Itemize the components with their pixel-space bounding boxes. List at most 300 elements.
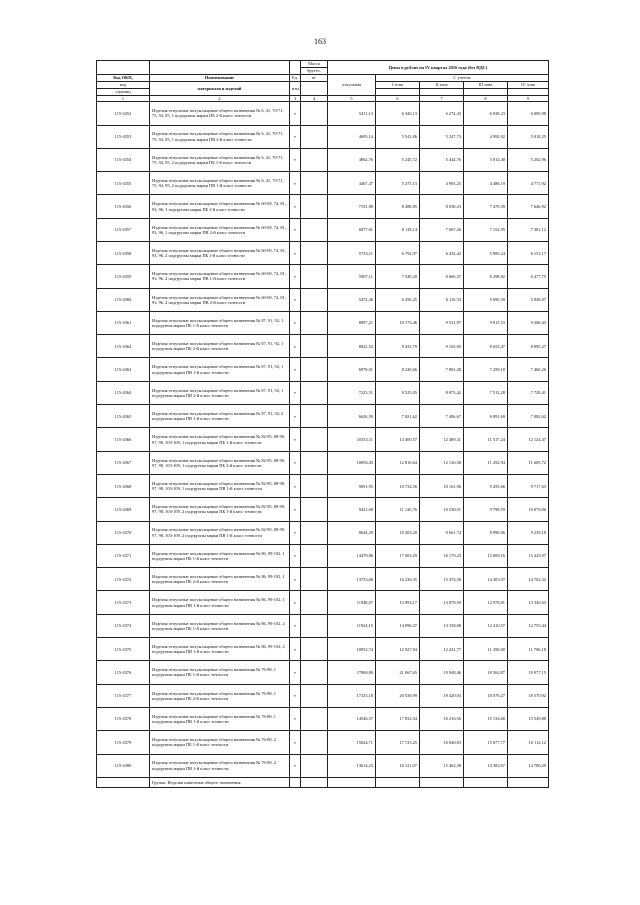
- row-mass: [301, 474, 328, 497]
- row-code: 115-4359: [97, 265, 150, 288]
- row-unit: т: [290, 498, 301, 521]
- row-zone-1: 21 067,65: [376, 661, 420, 684]
- row-mass: [301, 335, 328, 358]
- row-zone-2: 10 530,51: [420, 498, 464, 521]
- row-mass: [301, 358, 328, 381]
- row-price: 17335,18: [328, 684, 376, 707]
- row-zone-1: 16 121,07: [376, 754, 420, 777]
- row-zone-4: 7 720,41: [508, 381, 549, 404]
- column-number: 6: [376, 96, 420, 102]
- row-zone-1: 13 893,17: [376, 591, 420, 614]
- row-zone-2: 9 661,74: [420, 521, 464, 544]
- row-mass: [301, 498, 328, 521]
- row-name: Изделия отпускные полукольцевые общего назначения № 82-85, 88-90, 97, 98, 103-109, 2 подгруппы марки ПВ 1-й класс точности: [150, 521, 290, 544]
- header-price-title: Цены в рублях на IV квартал 2016 года (без НДС): [328, 61, 549, 75]
- header-code-sub: страниц: [97, 89, 150, 96]
- row-name: Изделия отпускные полукольцевые общего назначения № 6, 41, 70-71, 75, 94, 95, 1 подгруппы марки ПБ 2-й класс точности: [150, 102, 290, 125]
- row-zone-3: 15 134,68: [464, 707, 508, 730]
- row-zone-3: 4 486,19: [464, 172, 508, 195]
- row-zone-2: 9 163,05: [420, 335, 464, 358]
- row-unit: т: [290, 148, 301, 171]
- header-wholesale: отпускная: [328, 75, 376, 96]
- group-label: Группа: Изделия шамотные общего назначения: [150, 777, 290, 788]
- row-zone-2: 16 216,56: [420, 707, 464, 730]
- row-mass: [301, 265, 328, 288]
- row-zone-1: 7 821,62: [376, 405, 420, 428]
- row-price: 4695,14: [328, 125, 376, 148]
- table-row: [97, 218, 549, 241]
- row-zone-2: 5 444,76: [420, 148, 464, 171]
- row-zone-4: 7 460,26: [508, 358, 549, 381]
- table-row: [97, 311, 549, 334]
- row-zone-4: 11 706,18: [508, 638, 549, 661]
- row-mass: [301, 241, 328, 264]
- row-zone-1: 8 220,66: [376, 358, 420, 381]
- header-mass-top: Масса: [301, 61, 328, 68]
- row-zone-3: 8 653,47: [464, 335, 508, 358]
- row-mass: [301, 684, 328, 707]
- column-number: 1: [97, 96, 150, 102]
- row-unit: т: [290, 288, 301, 311]
- table-row: [97, 661, 549, 684]
- table-row: [97, 335, 549, 358]
- row-unit: т: [290, 381, 301, 404]
- row-code: 115-4356: [97, 195, 150, 218]
- row-name: Изделия отпускные полукольцевые общего назначения № 6, 41, 70-71, 75, 94, 95, 2 подгруппы марки ПБ 1-й класс точности: [150, 148, 290, 171]
- table-row: [97, 265, 549, 288]
- table-row: [97, 288, 549, 311]
- row-code: 115-4370: [97, 521, 150, 544]
- price-rows: [97, 102, 549, 778]
- row-zone-4: 6 477,75: [508, 265, 549, 288]
- row-unit: т: [290, 102, 301, 125]
- row-code: 115-4372: [97, 568, 150, 591]
- row-name: Изделия отпускные полукольцевые общего назначения № 76-80, 1 подгруппы марки ПБ 2-й класс точности: [150, 684, 290, 707]
- row-zone-2: 19 420,03: [420, 684, 464, 707]
- group-empty-cell: [464, 777, 508, 788]
- row-mass: [301, 195, 328, 218]
- row-mass: [301, 614, 328, 637]
- row-zone-3: 18 076,27: [464, 684, 508, 707]
- table-row: [97, 591, 549, 614]
- row-price: 14479,86: [328, 544, 376, 567]
- row-code: 115-4378: [97, 707, 150, 730]
- row-price: 6877,61: [328, 218, 376, 241]
- table-row: [97, 614, 549, 637]
- row-zone-4: 9 239,18: [508, 521, 549, 544]
- row-zone-2: 13 878,59: [420, 591, 464, 614]
- group-empty-cell: [328, 777, 376, 788]
- row-price: 5472,46: [328, 288, 376, 311]
- row-mass: [301, 754, 328, 777]
- row-zone-3: 14 303,97: [464, 568, 508, 591]
- table-row: [97, 521, 549, 544]
- row-name: Изделия отпускные полукольцевые общего назначения № 60-69, 74, 81, 93, 96, 1 подгруппы марки ПБ 2-й класс точности: [150, 195, 290, 218]
- row-zone-4: 15 549,88: [508, 707, 549, 730]
- row-zone-1: 17 003,29: [376, 544, 420, 567]
- row-zone-3: 7 479,39: [464, 195, 508, 218]
- row-mass: [301, 731, 328, 754]
- group-row: [97, 777, 549, 788]
- row-price: 8022,52: [328, 335, 376, 358]
- row-zone-4: 6 090,98: [508, 102, 549, 125]
- header-code: [97, 61, 150, 75]
- row-zone-1: 6 320,13: [376, 102, 420, 125]
- row-name: Изделия отпускные полукольцевые общего назначения № 82-85, 88-90, 97, 98, 103-109, 1 подгруппы марки ПБ 2-й класс точности: [150, 451, 290, 474]
- row-code: 115-4375: [97, 638, 150, 661]
- row-code: 115-4354: [97, 148, 150, 171]
- header-zone-1-blank: [376, 89, 420, 96]
- row-unit: т: [290, 311, 301, 334]
- header-zone-3-blank: [464, 89, 508, 96]
- row-price: 6979,01: [328, 358, 376, 381]
- row-zone-2: 16 179,23: [420, 544, 464, 567]
- row-zone-2: 7 667,26: [420, 218, 464, 241]
- row-name: Изделия отпускные полукольцевые общего назначения № 86, 99-102, 1 подгруппы марки ПБ 1-й класс точности: [150, 544, 290, 567]
- row-unit: т: [290, 568, 301, 591]
- row-name: Изделия отпускные полукольцевые общего назначения № 87, 91, 92, 2 подгруппы марки ПВ 1-й класс точности: [150, 405, 290, 428]
- row-zone-1: 14 096,37: [376, 614, 420, 637]
- row-zone-4: 13 340,63: [508, 591, 549, 614]
- row-name: Изделия отпускные полукольцевые общего назначения № 87, 91, 92, 1 подгруппы марки ПБ 1-й класс точности: [150, 311, 290, 334]
- row-name: Изделия отпускные полукольцевые общего назначения № 76-80, 2 подгруппы марки ПБ 1-й класс точности: [150, 731, 290, 754]
- row-zone-3: 7 259,18: [464, 358, 508, 381]
- row-zone-1: 13 400,57: [376, 428, 420, 451]
- row-unit: т: [290, 544, 301, 567]
- row-zone-4: 11 605,72: [508, 451, 549, 474]
- row-name: Изделия отпускные полукольцевые общего назначения № 86, 99-102, 2 подгруппы марки ПВ 1-й класс точности: [150, 638, 290, 661]
- row-zone-2: 7 406,67: [420, 405, 464, 428]
- table-row: [97, 451, 549, 474]
- table-row: [97, 172, 549, 195]
- row-mass: [301, 591, 328, 614]
- row-zone-4: 5 202,96: [508, 148, 549, 171]
- row-zone-3: 4 992,92: [464, 125, 508, 148]
- row-price: 7191,88: [328, 195, 376, 218]
- row-price: 8097,21: [328, 311, 376, 334]
- row-unit: т: [290, 218, 301, 241]
- row-zone-3: 7 512,28: [464, 381, 508, 404]
- row-zone-1: 12 927,94: [376, 638, 420, 661]
- row-zone-3: 5 985,24: [464, 241, 508, 264]
- row-zone-1: 5 541,86: [376, 125, 420, 148]
- table-row: [97, 125, 549, 148]
- table-row: [97, 707, 549, 730]
- row-name: Изделия отпускные полукольцевые общего назначения № 6, 41, 70-71, 75, 94, 95, 2 подгруппы марки ПВ 1-й класс точности: [150, 172, 290, 195]
- row-code: 115-4358: [97, 241, 150, 264]
- row-code: 115-4364: [97, 381, 150, 404]
- row-zone-3: 9 015,53: [464, 311, 508, 334]
- row-zone-2: 8 038,23: [420, 195, 464, 218]
- row-zone-1: 16 236,35: [376, 568, 420, 591]
- row-unit: т: [290, 731, 301, 754]
- row-code: 115-4365: [97, 405, 150, 428]
- group-empty-cell: [420, 777, 464, 788]
- row-zone-3: 6 298,82: [464, 265, 508, 288]
- row-price: 4467,47: [328, 172, 376, 195]
- row-price: 17868,80: [328, 661, 376, 684]
- table-row: [97, 684, 549, 707]
- row-zone-4: 5 849,07: [508, 288, 549, 311]
- header-zone-1: I зона: [376, 82, 420, 89]
- row-zone-3: 5 012,40: [464, 148, 508, 171]
- table-row: [97, 568, 549, 591]
- row-zone-2: 15 374,58: [420, 568, 464, 591]
- row-zone-4: 7 646,92: [508, 195, 549, 218]
- row-code: 115-4361: [97, 311, 150, 334]
- row-price: 8644,29: [328, 521, 376, 544]
- row-zone-2: 13 338,68: [420, 614, 464, 637]
- row-mass: [301, 405, 328, 428]
- row-price: 10858,45: [328, 451, 376, 474]
- column-number: 4: [301, 96, 328, 102]
- row-name: Изделия отпускные полукольцевые общего назначения № 86, 99-102, 1 подгруппы марки ПБ 2-й класс точности: [150, 568, 290, 591]
- row-unit: т: [290, 614, 301, 637]
- header-mass-blank: [301, 82, 328, 96]
- row-price: 14546,57: [328, 707, 376, 730]
- row-zone-2: 7 801,28: [420, 358, 464, 381]
- column-number: 8: [464, 96, 508, 102]
- table-row: [97, 498, 549, 521]
- page-number: 163: [314, 37, 326, 46]
- table-row: [97, 754, 549, 777]
- row-name: Изделия отпускные полукольцевые общего назначения № 86, 99-102, 2 подгруппы марки ПБ 1-й класс точности: [150, 614, 290, 637]
- row-zone-4: 15 423,97: [508, 544, 549, 567]
- row-name: Изделия отпускные полукольцевые общего назначения № 87, 91, 92, 1 подгруппы марки ПВ 2-й класс точности: [150, 381, 290, 404]
- group-empty-cell: [508, 777, 549, 788]
- table-row: [97, 381, 549, 404]
- row-zone-2: 19 948,46: [420, 661, 464, 684]
- row-price: 13614,23: [328, 754, 376, 777]
- row-zone-3: 15 677,77: [464, 731, 508, 754]
- group-code-cell: [97, 777, 150, 788]
- row-price: 9091,95: [328, 474, 376, 497]
- row-price: 7223,51: [328, 381, 376, 404]
- group-empty-cell: [376, 777, 420, 788]
- row-zone-1: 5 275,13: [376, 172, 420, 195]
- header-unit-top: Ед.: [290, 75, 301, 82]
- row-unit: т: [290, 707, 301, 730]
- row-zone-3: 9 798,59: [464, 498, 508, 521]
- row-mass: [301, 102, 328, 125]
- table-row: [97, 638, 549, 661]
- row-code: 115-4380: [97, 754, 150, 777]
- column-number: 9: [508, 96, 549, 102]
- row-zone-3: 6 038,23: [464, 102, 508, 125]
- row-name: Изделия отпускные полукольцевые общего назначения № 60-69, 74, 81, 93, 96, 2 подгруппы марки ПВ 2-й класс точности: [150, 288, 290, 311]
- row-mass: [301, 125, 328, 148]
- row-unit: т: [290, 661, 301, 684]
- header-zone-2: II зона: [420, 82, 464, 89]
- row-code: 115-4366: [97, 428, 150, 451]
- row-zone-4: 6 151,17: [508, 241, 549, 264]
- row-zone-2: 10 161,96: [420, 474, 464, 497]
- row-price: 15024,71: [328, 731, 376, 754]
- row-zone-1: 5 245,72: [376, 148, 420, 171]
- table-row: [97, 544, 549, 567]
- row-unit: т: [290, 172, 301, 195]
- header-name-top: Наименование: [150, 75, 290, 82]
- row-code: 115-4376: [97, 661, 150, 684]
- row-code: 115-4362: [97, 335, 150, 358]
- row-zone-2: 6 660,37: [420, 265, 464, 288]
- row-zone-3: 11 390,00: [464, 638, 508, 661]
- row-code: 115-4368: [97, 474, 150, 497]
- row-zone-4: 9 717,63: [508, 474, 549, 497]
- table-row: [97, 405, 549, 428]
- row-zone-1: 10 173,46: [376, 311, 420, 334]
- row-code: 115-4353: [97, 125, 150, 148]
- row-zone-2: 6 116,53: [420, 288, 464, 311]
- row-code: 115-4360: [97, 288, 150, 311]
- header-unit-bottom: изм.: [290, 82, 301, 96]
- row-unit: т: [290, 241, 301, 264]
- row-name: Изделия отпускные полукольцевые общего назначения № 87, 91, 92, 1 подгруппы марки ПБ 2-й класс точности: [150, 335, 290, 358]
- column-number: 7: [420, 96, 464, 102]
- row-name: Изделия отпускные полукольцевые общего назначения № 82-85, 88-90, 97, 98, 103-109, 1 подгруппы марки ПВ 1-й класс точности: [150, 474, 290, 497]
- row-mass: [301, 381, 328, 404]
- row-code: 115-4352: [97, 102, 150, 125]
- row-zone-4: 19 077,15: [508, 661, 549, 684]
- row-zone-4: 4 771,92: [508, 172, 549, 195]
- row-zone-3: 5 690,39: [464, 288, 508, 311]
- row-zone-2: 5 247,73: [420, 125, 464, 148]
- row-zone-3: 12 410,57: [464, 614, 508, 637]
- header-name-bottom: материалов и изделий: [150, 82, 290, 96]
- row-zone-4: 18 570,92: [508, 684, 549, 707]
- header-mass-bottom: кг: [301, 75, 328, 82]
- row-price: 9421,68: [328, 498, 376, 521]
- header-code-bottom: код: [97, 82, 150, 89]
- row-mass: [301, 311, 328, 334]
- row-zone-4: 10 070,06: [508, 498, 549, 521]
- row-zone-3: 11 517,24: [464, 428, 508, 451]
- row-zone-2: 4 993,25: [420, 172, 464, 195]
- group-empty-cell: [290, 777, 301, 788]
- row-code: 115-4374: [97, 614, 150, 637]
- row-zone-2: 12 241,77: [420, 638, 464, 661]
- group-empty-cell: [301, 777, 328, 788]
- row-mass: [301, 428, 328, 451]
- row-zone-3: 11 292,94: [464, 451, 508, 474]
- row-zone-4: 16 112,12: [508, 731, 549, 754]
- row-zone-4: 14 786,29: [508, 754, 549, 777]
- row-zone-1: 9 433,79: [376, 335, 420, 358]
- row-zone-1: 7 549,20: [376, 265, 420, 288]
- row-unit: т: [290, 451, 301, 474]
- row-unit: т: [290, 474, 301, 497]
- row-price: 10952,74: [328, 638, 376, 661]
- row-price: 4862,76: [328, 148, 376, 171]
- row-unit: т: [290, 358, 301, 381]
- row-mass: [301, 707, 328, 730]
- row-code: 115-4371: [97, 544, 150, 567]
- price-table: [96, 60, 549, 788]
- row-name: Изделия отпускные полукольцевые общего назначения № 60-69, 74, 81, 93, 96, 2 подгруппы марки ПБ 1-й класс точности: [150, 241, 290, 264]
- row-price: 13753,68: [328, 568, 376, 591]
- row-price: 11948,07: [328, 591, 376, 614]
- header-zone-3: III зона: [464, 82, 508, 89]
- row-price: 11924,15: [328, 614, 376, 637]
- row-zone-1: 6 450,25: [376, 288, 420, 311]
- row-name: Изделия отпускные полукольцевые общего назначения № 86, 99-102, 1 подгруппы марки ПВ 1-й класс точности: [150, 591, 290, 614]
- column-number: 5: [328, 96, 376, 102]
- column-number: 2: [150, 96, 290, 102]
- row-zone-4: 8 895,27: [508, 335, 549, 358]
- row-zone-4: 12 124,47: [508, 428, 549, 451]
- row-code: 115-4373: [97, 591, 150, 614]
- row-zone-1: 8 525,05: [376, 381, 420, 404]
- row-mass: [301, 148, 328, 171]
- row-zone-4: 5 018,25: [508, 125, 549, 148]
- row-unit: т: [290, 684, 301, 707]
- row-zone-2: 6 432,42: [420, 241, 464, 264]
- row-zone-3: 6 891,69: [464, 405, 508, 428]
- row-mass: [301, 218, 328, 241]
- table-row: [97, 102, 549, 125]
- row-mass: [301, 521, 328, 544]
- row-zone-2: 15 462,38: [420, 754, 464, 777]
- row-zone-4: 9 306,43: [508, 311, 549, 334]
- row-zone-3: 8 990,06: [464, 521, 508, 544]
- row-zone-1: 17 832,34: [376, 707, 420, 730]
- row-name: Изделия отпускные полукольцевые общего назначения № 76-80, 2 подгруппы марки ПВ 1-й класс точности: [150, 754, 290, 777]
- row-mass: [301, 638, 328, 661]
- row-name: Изделия отпускные полукольцевые общего назначения № 60-69, 74, 81, 93, 96, 2 подгруппы марки ПВ 1-й класс точности: [150, 265, 290, 288]
- row-mass: [301, 568, 328, 591]
- row-name: Изделия отпускные полукольцевые общего назначения № 82-85, 88-90, 97, 98, 103-109, 2 подгруппы марки ПБ 1-й класс точности: [150, 498, 290, 521]
- row-zone-2: 16 840,83: [420, 731, 464, 754]
- row-zone-1: 8 488,85: [376, 195, 420, 218]
- row-zone-3: 14 382,67: [464, 754, 508, 777]
- column-number: 3: [290, 96, 301, 102]
- row-unit: т: [290, 521, 301, 544]
- row-unit: т: [290, 335, 301, 358]
- header-code-top: Код ОКП,: [97, 75, 150, 82]
- row-price: 5907,11: [328, 265, 376, 288]
- row-unit: т: [290, 428, 301, 451]
- row-code: 115-4369: [97, 498, 150, 521]
- row-code: 115-4367: [97, 451, 150, 474]
- row-zone-4: 7 082,62: [508, 405, 549, 428]
- header-mass-mid: брутто,: [301, 68, 328, 75]
- row-zone-1: 11 120,76: [376, 498, 420, 521]
- row-unit: т: [290, 754, 301, 777]
- row-unit: т: [290, 265, 301, 288]
- row-name: Изделия отпускные полукольцевые общего назначения № 87, 91, 92, 1 подгруппы марки ПВ 1-й класс точности: [150, 358, 290, 381]
- row-zone-4: 7 381,12: [508, 218, 549, 241]
- row-mass: [301, 544, 328, 567]
- row-zone-3: 15 008,16: [464, 544, 508, 567]
- row-price: 6626,59: [328, 405, 376, 428]
- row-price: 10353,11: [328, 428, 376, 451]
- header-zone-4: IV зона: [508, 82, 549, 89]
- row-zone-1: 8 118,14: [376, 218, 420, 241]
- row-name: Изделия отпускные полукольцевые общего назначения № 76-80, 1 подгруппы марки ПБ 1-й класс точности: [150, 661, 290, 684]
- row-zone-2: 6 274,43: [420, 102, 464, 125]
- header-unit: [290, 61, 301, 75]
- table-row: [97, 148, 549, 171]
- row-mass: [301, 172, 328, 195]
- row-zone-3: 18 562,87: [464, 661, 508, 684]
- table-row: [97, 241, 549, 264]
- row-unit: т: [290, 125, 301, 148]
- row-mass: [301, 451, 328, 474]
- row-code: 115-4355: [97, 172, 150, 195]
- row-name: Изделия отпускные полукольцевые общего назначения № 60-69, 74, 81, 93, 96, 1 подгруппы марки ПВ 2-й класс точности: [150, 218, 290, 241]
- row-name: Изделия отпускные полукольцевые общего назначения № 6, 41, 70-71, 75, 94, 95, 1 подгруппы марки ПВ 2-й класс точности: [150, 125, 290, 148]
- row-zone-2: 9 531,97: [420, 311, 464, 334]
